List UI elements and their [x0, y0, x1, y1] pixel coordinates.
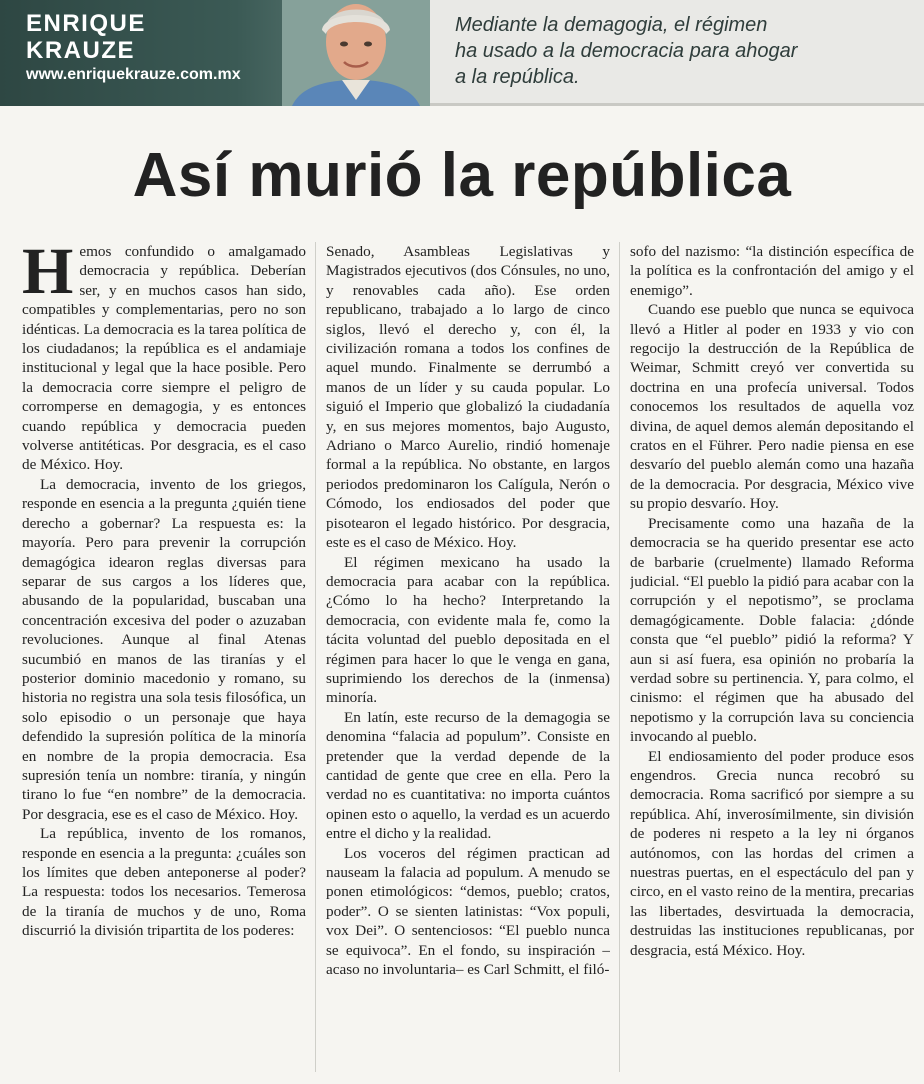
- author-name-line2: KRAUZE: [26, 37, 135, 64]
- paragraph: La democracia, invento de los griegos, responde en esencia a la pregunta ¿quién tiene derecho a gobernar? La respuesta es: la mayoría. Pero para prevenir la corrupción demagógica idearon reglas diversas para separar de sus cargos a los líderes que, abusando de la popularidad, buscaban una concentración excesiva del poder o azuzaban revoluciones. Aunque al final Atenas sucumbió en manos de las tiranías y el posterior dominio macedonio y romano, su historia no registra una sola tesis filosófica, un solo episodio o un personaje que haya defendido la supresión política de la minoría en nombre de la propia democracia. Esa supresión tenía un nombre: tiranía, y ningún tirano lo fue “en nombre” de la democracia. Por desgracia, ese es el caso de México. Hoy.: [22, 475, 306, 823]
- paragraph: El endiosamiento del poder produce esos engendros. Grecia nunca recobró su democracia. Roma sacrificó por siempre a su república. Ahí, inverosímilmente, sin división de poderes ni respeto a la ley ni órganos autónomos, con las hordas del crimen a nuestras puertas, en el espectáculo del pan y circo, en el vasto reino de la mentira, precarias las libertades, desvirtuada la democracia, destruidas las instituciones republicanas, por desgracia, está México. Hoy.: [630, 747, 914, 959]
- dek-line2: ha usado a la democracia para ahogar: [455, 40, 798, 62]
- dek-line1: Mediante la demagogia, el régimen: [455, 14, 768, 36]
- article-column-2: [326, 242, 610, 1078]
- dek-line3: a la república.: [455, 66, 580, 88]
- article-column-3: [630, 242, 914, 1078]
- column-divider: [619, 242, 620, 1072]
- article-body: [22, 242, 914, 1078]
- column-header: [0, 0, 924, 106]
- paragraph: Los voceros del régimen practican ad nauseam la falacia ad populum. A menudo se ponen etimológicos: “demos, pueblo; cratos, poder”. O se sienten latinistas: “Vox populi, vox Dei”. O sentenciosos: “El pueblo nunca se equivoca”. En el fondo, su inspiración –acaso no involuntaria– es Carl Schmitt, el filó-: [326, 844, 610, 979]
- author-photo: [282, 0, 430, 106]
- article-dek: [455, 12, 905, 90]
- paragraph-text: emos confundido o amalgamado democracia y república. Deberían ser, y en muchos casos han sido, compatibles y complementarias, pero no son idénticas. La democracia es la tarea política de los ciudadanos; la república es el andamiaje institucional y legal que la hace posible. Pero la democracia corre siempre el peligro de corromperse en demagogia, y es entonces cuando república y democracia pueden volverse antitéticas. Por desgracia, es el caso de México. Hoy.: [22, 243, 306, 474]
- author-name: [26, 10, 146, 64]
- paragraph: El régimen mexicano ha usado la democracia para acabar con la república. ¿Cómo lo ha hecho? Interpretando la democracia, con evidente mala fe, como la tácita voluntad del pueblo depositada en el régimen para hacer lo que le venga en gana, suprimiendo los derechos de la (inmensa) minoría.: [326, 553, 610, 707]
- drop-cap: H: [22, 242, 74, 308]
- article-headline: Así murió la república: [132, 141, 792, 210]
- paragraph: Cuando ese pueblo que nunca se equivoca llevó a Hitler al poder en 1933 y vio con regocijo la destrucción de la República de Weimar, Schmitt creyó ver convertida su doctrina en una profecía universal. Todos conocemos los resultados de aquella voz divina, de aquel demos alemán depositando el cratos en el Führer. Pero nadie piensa en ese desvarío del pueblo alemán como una hazaña de la democracia. Por desgracia, México vive su propio desvarío. Hoy.: [630, 301, 914, 513]
- column-divider: [315, 242, 316, 1072]
- paragraph: Precisamente como una hazaña de la democracia se ha querido presentar ese acto de barbarie (cruelmente) llamado Reforma judicial. “El pueblo la pidió para acabar con la corrupción y el nepotismo”, se proclama demagógicamente. Doble falacia: ¿dónde consta que “el pueblo” pidió la reforma? Y aun si así fuera, esa opinión no probaría la verdad sobre su pertinencia. Y, para colmo, el cinismo: el régimen que ha abusado del nepotismo y la corrupción lava su conciencia invocando al pueblo.: [630, 514, 914, 746]
- paragraph: Senado, Asambleas Legislativas y Magistrados ejecutivos (dos Cónsules, no uno, y renovables cada año). Ese orden republicano, trabajado a lo largo de cinco siglos, llevó el derecho y, con él, la civilización romana a todos los confines de aquel mundo. Finalmente se derrumbó a manos de un líder y su cauda popular. Lo siguió el Imperio que globalizó la ciudadanía y, en sus mejores momentos, bajo Augusto, Adriano o Marco Aurelio, rindió homenaje formal a la república. No obstante, en largos periodos predominaron los Calígula, Nerón o Cómodo, los endiosados del poder que pisotearon el legado histórico. Por desgracia, este es el caso de México. Hoy.: [326, 243, 610, 552]
- paragraph: La república, invento de los romanos, responde en esencia a la pregunta: ¿cuáles son los límites que deben anteponerse al poder? La respuesta: todos los necesarios. Temerosa de la tiranía de muchos y de uno, Roma discurrió la división tripartita de los poderes:: [22, 825, 306, 940]
- author-name-line1: ENRIQUE: [26, 10, 146, 37]
- portrait-photo-icon: [282, 0, 430, 106]
- author-banner: [0, 0, 430, 106]
- article-column-1: [22, 242, 306, 1078]
- paragraph: sofo del nazismo: “la distinción específica de la política es la confrontación del amigo y el enemigo”.: [630, 243, 914, 299]
- paragraph: En latín, este recurso de la demagogia se denomina “falacia ad populum”. Consiste en pretender que la verdad depende de la cantidad de gente que cree en ella. Pero la verdad no es cuantitativa: no importa cuántos opinen esto o aquello, la verdad es un acuerdo entre el dicho y la realidad.: [326, 708, 610, 843]
- author-website-link[interactable]: www.enriquekrauze.com.mx: [26, 66, 241, 83]
- paragraph: [22, 242, 306, 475]
